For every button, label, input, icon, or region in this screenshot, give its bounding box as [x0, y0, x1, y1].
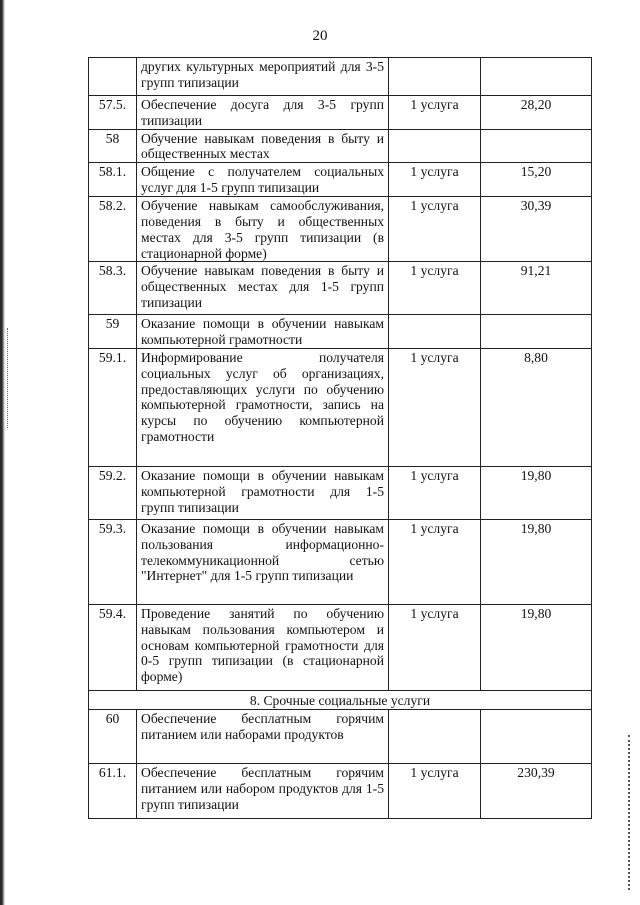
service-name: других культурных мероприятий для 3-5 групп типизации: [137, 58, 389, 96]
service-name: Обеспечение досуга для 3-5 групп типизации: [137, 96, 389, 130]
service-name: Обучение навыкам самообслуживания, поведения в быту и общественных местах для 3-5 групп типизации (в стационарной форме): [137, 197, 389, 262]
service-name: Информирование получателя социальных услуг об организациях, предоставляющих услуги по обучению компьютерной грамотности, запись на курсы по обучению компьютерной грамотности: [137, 348, 389, 466]
row-number: 58.1.: [89, 163, 137, 197]
table-row: [89, 348, 592, 466]
service-unit: 1 услуга: [389, 763, 481, 818]
service-name: Оказание помощи в обучении навыкам компьютерной грамотности: [137, 315, 389, 349]
service-unit: 1 услуга: [389, 519, 481, 604]
table-row: [89, 466, 592, 519]
margin-mark: [7, 328, 9, 428]
service-price: [481, 129, 592, 163]
section-title: 8. Срочные социальные услуги: [89, 690, 592, 709]
service-price: 19,80: [481, 604, 592, 690]
table-row: [89, 315, 592, 349]
row-number: [89, 58, 137, 96]
service-price: [481, 709, 592, 763]
table-row: [89, 604, 592, 690]
table-row: [89, 96, 592, 130]
row-number: 59.4.: [89, 604, 137, 690]
service-unit: 1 услуга: [389, 348, 481, 466]
service-name: Оказание помощи в обучении навыкам пользования информационно-телекоммуникационной сетью "Интернет" для 1-5 групп типизации: [137, 519, 389, 604]
service-name: Общение с получателем социальных услуг для 1-5 групп типизации: [137, 163, 389, 197]
service-unit: 1 услуга: [389, 604, 481, 690]
service-unit: [389, 129, 481, 163]
service-price: [481, 58, 592, 96]
table-row: [89, 163, 592, 197]
service-unit: 1 услуга: [389, 197, 481, 262]
service-name: Оказание помощи в обучении навыкам компьютерной грамотности для 1-5 групп типизации: [137, 466, 389, 519]
service-price: 19,80: [481, 466, 592, 519]
services-table: [88, 57, 592, 819]
service-name: Обучение навыкам поведения в быту и общественных местах: [137, 129, 389, 163]
row-number: 59.2.: [89, 466, 137, 519]
table-row: [89, 709, 592, 763]
service-name: Обеспечение бесплатным горячим питанием или набором продуктов для 1-5 групп типизации: [137, 763, 389, 818]
service-price: 15,20: [481, 163, 592, 197]
table-row: [89, 763, 592, 818]
service-unit: [389, 709, 481, 763]
service-price: 230,39: [481, 763, 592, 818]
row-number: 60: [89, 709, 137, 763]
service-unit: [389, 315, 481, 349]
row-number: 58.3.: [89, 262, 137, 315]
section-row: [89, 690, 592, 709]
table-row: [89, 129, 592, 163]
service-name: Обеспечение бесплатным горячим питанием или наборами продуктов: [137, 709, 389, 763]
service-unit: 1 услуга: [389, 262, 481, 315]
page-number: 20: [312, 28, 328, 44]
service-name: Обучение навыкам поведения в быту и общественных местах для 1-5 групп типизации: [137, 262, 389, 315]
service-price: 8,80: [481, 348, 592, 466]
table-row: [89, 58, 592, 96]
row-number: 59.3.: [89, 519, 137, 604]
table-row: [89, 519, 592, 604]
service-unit: [389, 58, 481, 96]
service-price: 91,21: [481, 262, 592, 315]
row-number: 57.5.: [89, 96, 137, 130]
row-number: 58.2.: [89, 197, 137, 262]
table-row: [89, 197, 592, 262]
service-unit: 1 услуга: [389, 96, 481, 130]
row-number: 59.1.: [89, 348, 137, 466]
service-price: 19,80: [481, 519, 592, 604]
row-number: 59: [89, 315, 137, 349]
service-name: Проведение занятий по обучению навыкам пользования компьютером и основам компьютерной грамотности для 0-5 групп типизации (в стационарной форме): [137, 604, 389, 690]
margin-mark: [628, 735, 631, 890]
row-number: 61.1.: [89, 763, 137, 818]
service-unit: 1 услуга: [389, 163, 481, 197]
service-unit: 1 услуга: [389, 466, 481, 519]
row-number: 58: [89, 129, 137, 163]
scan-edge: [0, 0, 5, 905]
table-row: [89, 262, 592, 315]
service-price: 30,39: [481, 197, 592, 262]
service-price: [481, 315, 592, 349]
service-price: 28,20: [481, 96, 592, 130]
